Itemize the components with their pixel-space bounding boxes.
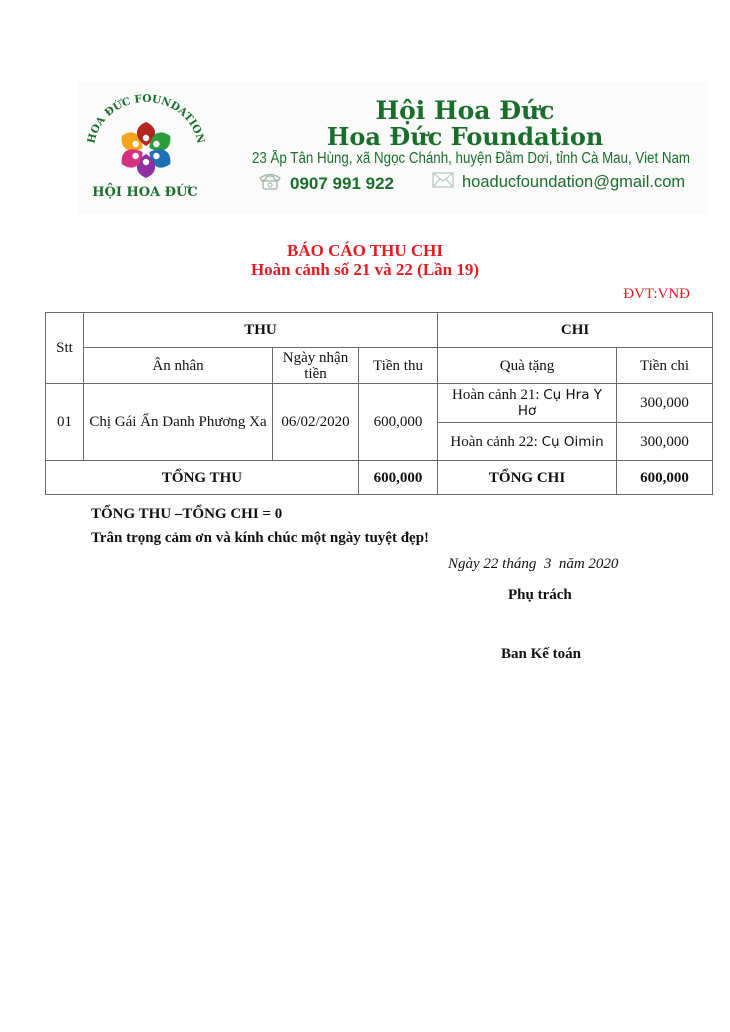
responsible-label: Phụ trách [508,587,572,603]
email-address: hoaducfoundation@gmail.com [462,173,686,191]
header-stt: Stt [46,313,84,384]
telephone-icon [258,172,282,195]
gift-recipient: Cụ Hra Y Hơ [517,387,603,419]
phone-number: 0907 991 922 [290,173,394,193]
logo-petal-dot [143,135,149,141]
cell-income: 600,000 [359,384,438,461]
cell-expense: 300,000 [617,423,713,461]
logo-bottom-text: HỘI HOA ĐỨC [92,185,198,200]
total-income-value: 600,000 [359,461,438,495]
header-group-chi: CHI [438,313,713,348]
header-gift: Quà tặng [438,348,617,384]
envelope-icon [432,172,454,193]
gift-prefix: Hoàn cảnh 22: [450,433,542,450]
cell-donor: Chị Gái Ẩn Danh Phương Xa [84,384,273,461]
org-name-en: Hoa Đức Foundation [326,122,604,151]
phone-contact [258,172,394,195]
cell-date: 06/02/2020 [273,384,359,461]
header-donor: Ân nhân [84,348,273,384]
income-expense-table [45,312,713,495]
header-expense: Tiền chi [617,348,713,384]
balance-line: TỔNG THU –TỔNG CHI = 0 [91,506,283,522]
logo-petal-dot [143,159,149,165]
foundation-logo [80,88,210,206]
cell-gift [438,423,617,461]
report-date: Ngày 22 tháng 3 năm 2020 [448,556,619,572]
thanks-line: Trân trọng cảm ơn và kính chúc một ngày tuyệt đẹp! [91,530,430,546]
org-name-vn: Hội Hoa Đức [375,96,555,125]
report-title: BÁO CÁO THU CHI [286,241,443,260]
header-group-thu: THU [84,313,438,348]
total-expense-value: 600,000 [617,461,713,495]
logo-arc-text: HOA ĐỨC FOUNDATION [85,92,207,145]
gift-prefix: Hoàn cảnh 21: [452,387,544,403]
header-income: Tiền thu [359,348,438,384]
email-contact [432,172,685,193]
report-subtitle: Hoàn cảnh số 21 và 22 (Lần 19) [250,260,480,279]
org-address: 23 Ấp Tân Hùng, xã Ngọc Chánh, huyện Đầm Dơi, tỉnh Cà Mau, Viet Nam [252,150,691,167]
header-date: Ngày nhận tiền [273,348,359,384]
total-expense-label: TỔNG CHI [438,461,617,495]
department-signature: Ban Kế toán [501,646,582,662]
gift-recipient: Cụ Oimin [541,433,604,450]
total-income-label: TỔNG THU [46,461,359,495]
table-row [46,384,713,423]
cell-stt: 01 [46,384,84,461]
currency-unit: ĐVT:VNĐ [623,286,690,302]
cell-expense: 300,000 [617,384,713,423]
totals-row [46,461,713,495]
cell-gift [438,384,617,423]
